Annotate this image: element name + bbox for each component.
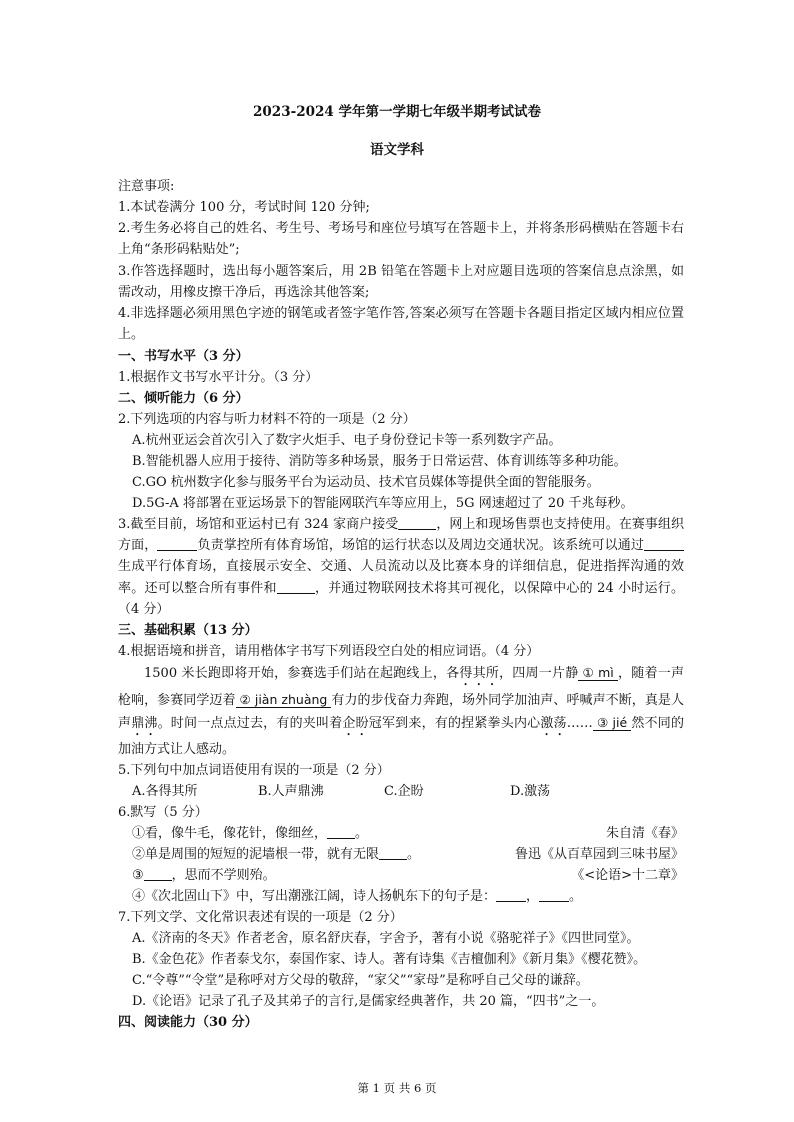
section-4-heading: 四、阅读能力（30 分） bbox=[118, 1014, 258, 1030]
section-2-heading: 二、倾听能力（6 分） bbox=[118, 390, 249, 406]
q7-option-a: A.《济南的冬天》作者老舍，原名舒庆春，字舍予，著有小说《骆驼祥子》《四世同堂》。 bbox=[132, 930, 640, 946]
blank bbox=[539, 887, 569, 902]
dictation-2: ②单是周围的短短的泥墙根一带，就有无限 。 鲁迅《从百草园到三味书屋》 bbox=[132, 846, 684, 862]
blank bbox=[277, 579, 315, 594]
q7-option-c: C.“令尊”“令堂”是称呼对方父母的敬辞，“家父”“家母”是称呼自己父母的谦辞。 bbox=[132, 972, 589, 988]
blank bbox=[496, 887, 526, 902]
pinyin-blank-3: ③ jié bbox=[593, 715, 631, 731]
dictation-1: ①看，像牛毛，像花针，像细丝， 。 朱自清《春》 bbox=[132, 825, 684, 841]
dictation-4: ④《次北固山下》中，写出潮涨江阔，诗人扬帆东下的句子是： ， 。 bbox=[132, 888, 583, 904]
question-3: 3.截至目前，场馆和亚运村已有 324 家商户接受 ，网上和现场售票也支持使用。在赛事组织方面， 负责掌控所有体育场馆，场馆的运行状态以及周边交通状况。该系统可以通过生成平行体育场，直接展示安全、交通、人员流动以及比赛本身的详细信息，促进指挥沟通的效率。还可以整合所有事件和 ，并通过物联网技术将其可视化，以保障中心的 24 小时运行。（4 分） bbox=[118, 516, 684, 617]
dictation-3: ③ ，思而不学则殆。 《<论语>十二章》 bbox=[132, 867, 684, 883]
note-2: 2.考生务必将自己的姓名、考生号、考场号和座位号填写在答题卡上，并将条形码横贴在答题卡右上角“条形码粘贴处”; bbox=[118, 221, 684, 258]
page-footer: 第 1 页 共 6 页 bbox=[357, 1081, 437, 1095]
blank bbox=[157, 536, 197, 551]
question-1: 1.根据作文书写水平计分。（3 分） bbox=[118, 369, 319, 385]
blank bbox=[644, 536, 684, 551]
blank bbox=[398, 515, 436, 530]
question-5: 5.下列句中加点词语使用有误的一项是（2 分） bbox=[118, 762, 390, 778]
q7-option-b: B.《金色花》作者泰戈尔，泰国作家、诗人。著有诗集《吉檀伽利》《新月集》《樱花赞》。 bbox=[132, 951, 647, 967]
note-3: 3.作答选择题时，选出每小题答案后，用 2B 铅笔在答题卡上对应题目选项的答案信息点涂黑，如需改动，用橡皮擦干净后，再选涂其他答案; bbox=[118, 263, 684, 300]
section-3-heading: 三、基础积累（13 分） bbox=[118, 623, 258, 639]
section-1-heading: 一、书写水平（3 分） bbox=[118, 348, 249, 364]
question-6: 6.默写（5 分） bbox=[118, 804, 208, 820]
question-7: 7.下列文学、文化常识表述有误的一项是（2 分） bbox=[118, 909, 403, 925]
note-4: 4.非选择题必须用黑色字迹的钢笔或者签字笔作答,答案必须写在答题卡各题目指定区域内相应位置上。 bbox=[118, 306, 684, 343]
notes-heading: 注意事项: bbox=[118, 179, 175, 194]
pinyin-blank-2: ② jiàn zhuàng bbox=[236, 692, 332, 708]
blank bbox=[144, 866, 172, 881]
q2-option-b: B.智能机器人应用于接待、消防等多种场景，服务于日常运营、体育训练等多种功能。 bbox=[132, 453, 627, 469]
pinyin-blank-1: ① mì bbox=[578, 665, 617, 681]
note-1: 1.本试卷满分 100 分，考试时间 120 分钟; bbox=[118, 200, 370, 215]
q2-option-c: C.GO 杭州数字化参与服务平台为运动员、技术官员媒体等提供全面的智能服务。 bbox=[132, 474, 600, 490]
q4-passage: 1500 米长跑即将开始，参赛选手们站在起跑线上，各得其所，四周一片静 ① mì ，随着一声枪响，参赛同学迈着 ② jiàn zhuàng 有力的步伐奋力奔跑，场外同学加油声、呼喊声不断，真是人声鼎沸。时间一点点过去，有的夹叫着企盼冠军到来，有的捏紧拳头内心激荡…… ③ jié 然不同的加油方式让人感动。 bbox=[118, 665, 684, 757]
blank bbox=[327, 824, 355, 839]
subject-title: 语文学科 bbox=[370, 142, 424, 158]
q7-option-d: D.《论语》记录了孔子及其弟子的言行,是儒家经典著作，共 20 篇，“四书”之一。 bbox=[132, 993, 605, 1009]
question-2: 2.下列选项的内容与听力材料不符的一项是（2 分） bbox=[118, 411, 416, 427]
q2-option-a: A.杭州亚运会首次引入了数字火炬手、电子身份登记卡等一系列数字产品。 bbox=[132, 432, 562, 448]
q5-options: A.各得其所 B.人声鼎沸 C.企盼 D.激荡 bbox=[132, 783, 551, 799]
blank bbox=[379, 845, 407, 860]
q2-option-d: D.5G-A 将部署在亚运场景下的智能网联汽车等应用上，5G 网速超过了 20 千兆每秒。 bbox=[132, 495, 634, 511]
question-4: 4.根据语境和拼音，请用楷体字书写下列语段空白处的相应词语。（4 分） bbox=[118, 644, 540, 660]
exam-body bbox=[118, 176, 684, 1033]
exam-title: 2023-2024 学年第一学期七年级半期考试试卷 bbox=[253, 104, 541, 120]
